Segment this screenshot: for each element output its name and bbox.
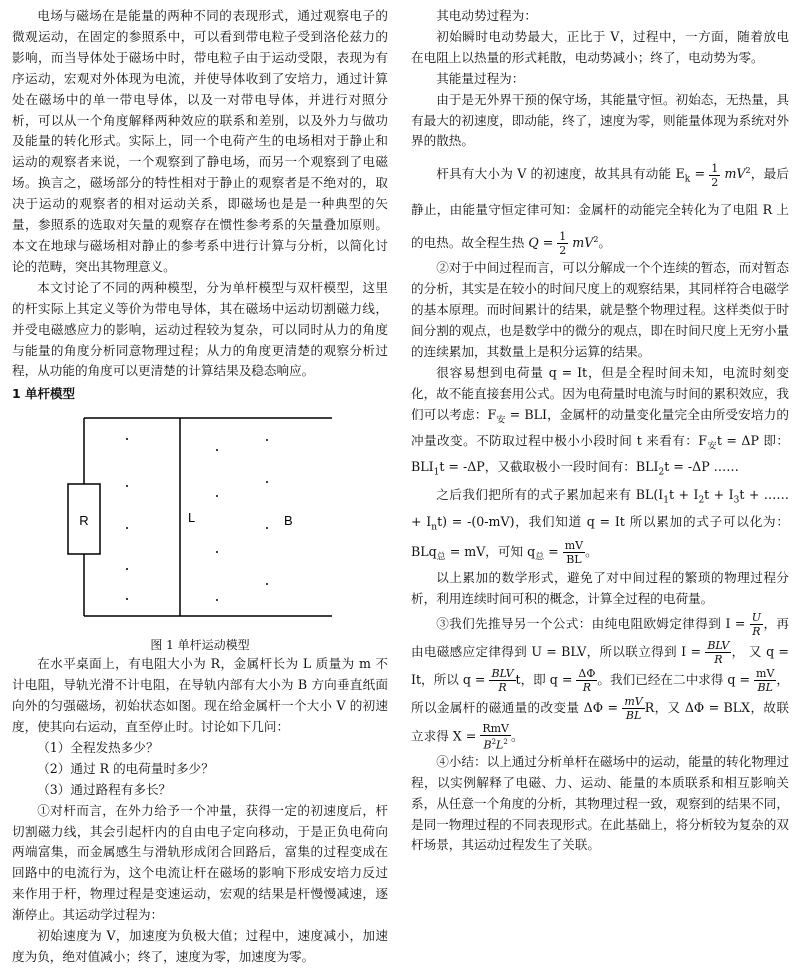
- summary-paragraph: ④小结：以上通过分析单杆在磁场中的运动，能量的转化物理过程，以实例解释了电磁、力、运动、能量的本质联系和相互影响关系，从任意一个角度的分析，其物理过程一致，观察到的结果不同，是同一物理过程的不同表现形式。在此基础上，将分析较为复杂的双杆场景，其运动过程发生了关联。: [411, 753, 789, 853]
- models-paragraph: 本文讨论了不同的两种模型，分为单杆模型与双杆模型，这里的杆实际上其定义等价为带电导体，其在磁场中运动切割磁力线，并受电磁感应力的影响，运动过程较为复杂，可以同时从力的角度与能量的角度分析同意物理过程；从力的角度更清楚的观察分析过程，从功能的角度可以更清楚的计算结果及稳态响应。: [12, 279, 388, 379]
- resistor-label: R: [79, 513, 89, 529]
- field-label: B: [284, 513, 293, 529]
- integration-paragraph: 以上累加的数学形式，避免了对中间过程的繁琐的物理过程分析，利用连续时间可积的概念，计算全过程的电荷量。: [411, 570, 789, 607]
- right-column: [411, 6, 789, 856]
- question-3: （3）通过路程有多长？: [37, 781, 172, 797]
- left-column: [12, 6, 388, 968]
- question-1: （1）全程发热多少？: [37, 739, 159, 755]
- question-2: （2）通过 R 的电荷量时多少？: [37, 760, 214, 776]
- energy-heading: 其能量过程为：: [436, 70, 525, 86]
- rod-label: L: [188, 510, 196, 526]
- kinetic-energy-paragraph: 杆具有大小为 V 的初速度，故其具有动能 $E_k$ = $\frac{1}{2}$ $mV^2$，最后静止，由能量守恒定律可知：金属杆的动能完全转化为了电阻 R 上的电热。故全程生热 Q = $\frac{1}{2}$ $mV^2$。: [411, 161, 789, 258]
- energy-paragraph: 由于是无外界干预的保守场，其能量守恒。初始态，无热量，具有最大的初速度，即动能，终了，速度为零，则能量体现为系统对外界的散热。: [411, 91, 789, 149]
- problem-paragraph: 在水平桌面上，有电阻大小为 R，金属杆长为 L 质量为 m 不计电阻，导轨光滑不计电阻，在导轨内部有大小为 B 方向垂直纸面向外的匀强磁场，初始状态如图。现在给金属杆一个大小 V 的初速度，使其向右运动，直至停止时。讨论如下几问：: [12, 656, 388, 735]
- figure-1: [12, 404, 388, 636]
- analysis-2-paragraph: ②对于中间过程而言，可以分解成一个个连续的暂态，而对暂态的分析，其实是在较小的时间尺度上的观察结果，其同样符合电磁学的基本原理。而时间累计的结果，就是整个物理过程。这样类似于时间分割的观点，也是数学中的微分的观点，即在时间尺度上无穷小量的连续累加，其数量上是积分运算的结果。: [411, 260, 789, 359]
- single-rod-diagram: [12, 404, 388, 636]
- analysis-3-paragraph: ③我们先推导另一个公式：由纯电阻欧姆定律得到 I = $\frac{U}{R}$ ，再由电磁感应定律得到 U = BLV，所以联立得到 I = BLV R ， 又 q = It，所以 q = BLV R t，即 q = $\frac{\Delta\Phi}{R}$ 。我们已经在二中求得 q = $\frac{mV}{BL}$ ，所以金属杆的磁通量的改变量 ΔΦ = $\frac{mV}{BL}$ R，又 ΔΦ = BLX，故联立求得 X = RmV $B^2L^2$ 。: [411, 611, 790, 752]
- emf-heading: 其电动势过程为：: [436, 8, 537, 23]
- charge-paragraph: 很容易想到电荷量 q = It，但是全程时间未知，电流时刻变化，故不能直接套用公式。因为电荷量时电流与时间的累积效应，我们可以考虑：$F_安$ = BLI，金属杆的动量变化量完全由所受安培力的冲量改变。不防取过程中极小小段时间 t 来看有：$F_安t = \Delta P$ 即：$BLI_1t = -\Delta P$，又截取极小一段时间有：$BLI_2t = -\Delta P$ ……: [411, 364, 789, 478]
- section-heading: 1 单杆模型: [12, 386, 76, 402]
- intro-paragraph: 电场与磁场在是能量的两种不同的表现形式，通过观察电子的微观运动，在固定的参照系中，可以看到带电粒子受到洛伦兹力的影响，而当导体处于磁场中时，带电粒子由于运动受限，表现为有序运动，宏观对外体现为电流，并使导体收到了安培力，通过计算处在磁场中的单一带电导体，以及一对带电导体，并进行对照分析，可以从一个角度解释两种效应的联系和差别，以及外力与做功及能量的转化形式。实际上，同一个电荷产生的电场相对于静止和运动的观察者来说，一个观察到了静电场，而另一个观察到了电磁场。换言之，磁场部分的特性相对于静止的观察者是不绝对的，取决于运动的观察者的相对运动关系，即磁场也是是一种典型的矢量，参照系的选取对矢量的观察存在惯性参考系的矢量叠加原则。本文在地球与磁场相对静止的参考系中进行计算与分析，以简化讨论的范畴，突出其物理意义。: [12, 8, 388, 274]
- summation-paragraph: 之后我们把所有的式子累加起来有 $BL(I_1t + I_2t + I_3t$ + …… + $I_nt) = -(0-mV)$，我们知道 q = It 所以累加的式子可以化为：BLq$_总$ = mV，可知 $q_总$ = $\frac{mV}{BL}$ 。: [411, 486, 789, 566]
- field-dots: [126, 438, 268, 601]
- emf-paragraph: 初始瞬时电动势最大，正比于 V，过程中，一方面，随着放电在电阻上以热量的形式耗散，电动势减小；终了，电动势为零。: [411, 28, 789, 65]
- figure-caption: 图 1 单杆运动模型: [150, 638, 250, 653]
- analysis-1-paragraph: ①对杆而言，在外力给予一个冲量，获得一定的初速度后，杆切割磁力线，其会引起杆内的自由电子定向移动，于是正负电荷向两端富集，而金属感生与滑轨形成闭合回路后，富集的过程变成在回路中的电流行为，这个电流让杆在磁场的影响下形成安培力反过来作用于杆，物理过程是变速运动，宏观的结果是杆慢慢减速，逐渐停止。其运动学过程为：: [12, 802, 388, 923]
- kinematics-paragraph: 初始速度为 V，加速度为负极大值；过程中，速度减小，加速度为负，绝对值减小；终了，速度为零，加速度为零。: [12, 928, 388, 964]
